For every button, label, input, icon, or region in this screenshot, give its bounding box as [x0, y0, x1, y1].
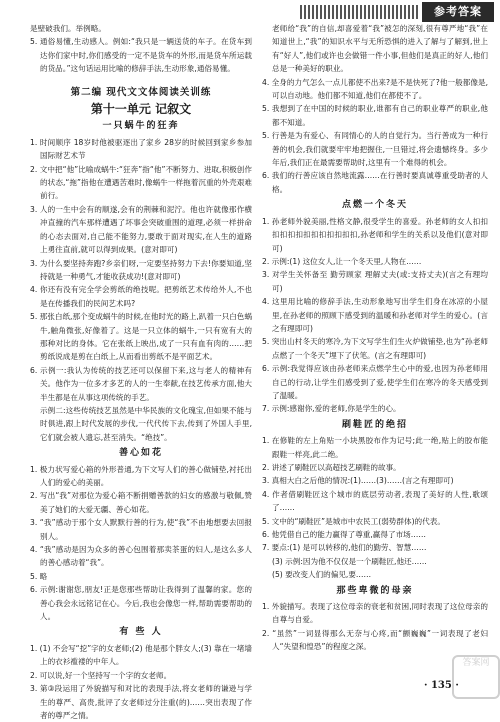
answer-item: (5) 要改变人们的偏见,要……: [272, 570, 372, 580]
answer-item: 3. 第③段运用了外貌描写和对比的表现手法,将女老师的谦逊与学生的尊严、高贵,批评了女老师过分注重(的)……突出表现了作者的尊严之情。: [30, 684, 252, 720]
answer-item: 2. 可以说,好一个坚持写一个字的女老师。: [30, 670, 172, 680]
section-title: 有 些 人: [119, 627, 163, 638]
answer-item: 5. 文中的“刷鞋匠”是城市中农民工(弱势群体)的代表。: [262, 516, 445, 526]
paragraph: 5. 通俗易懂,生动感人。例如:“我只是一辆送货的车子。在货车到达你们家中时,你们感受的一定不是货车的外形,而是货车所运载的货品。”这句话运用比喻的修辞手法,生动形象,通俗易懂。: [30, 37, 252, 74]
answer-item: (3) 示例:因为他不仅仅是一个刷鞋匠,他还……: [272, 556, 427, 566]
answer-item: 1. 外貌描写。表现了这位母亲的衰老和贫困,同时表现了这位母亲的自尊与自爱。: [262, 602, 488, 625]
answer-item: 示例二:这些传统技艺虽然是中华民族的文化瑰宝,但如果不能与时俱进,跟上时代发展的步伐,一代代传下去,传到了外国人手里,它们就会被人遗忘,甚至消失。“绝技”。: [40, 405, 252, 442]
part-title: 第二编 现代文文体阅读关训练: [70, 86, 212, 98]
answer-item: 5. 那张白纸,那个变成蜗牛的时候,在他时光的路上,趴着一只白色蜗牛,触角微张,好像着了。这是一只立体的蜗牛,一只有宽有大的那种对比的身体。它在张纸上映出,成了一只有血有肉的……把剪纸说成是剪在白纸上,从而看出剪纸不是平面艺术。: [30, 312, 252, 362]
answer-item: 1. 极力状写爱心箱的外形普通,为下文写人们的善心做铺垫,衬托出人们的爱心的美丽。: [30, 464, 252, 487]
section-title: 一只蜗牛的狂奔: [102, 121, 180, 132]
answer-item: 2. 示例:(1) 这位女人,让一个冬天里,人物在……: [262, 256, 422, 266]
answer-item: 6. 示例:谢谢您,朋友!正是您那些帮助让我得到了温馨的家。您的善心我会永远铭记在心。今后,我也会像您一样,帮助需要帮助的人。: [30, 585, 252, 622]
section-title: 善心如花: [118, 448, 163, 459]
left-column: [30, 22, 252, 722]
header-stripes-decoration: [300, 5, 418, 19]
section-title: 刷鞋匠的绝招: [341, 419, 408, 430]
page-number: · 135 ·: [424, 680, 459, 691]
right-column: [262, 22, 488, 654]
answer-item: 5. 行善是为有爱心、有同情心的人的自觉行为。当行善成为一种行善的机会,我们就要牢牢地把握住,一旦错过,将会遗憾终身。多少年后,我们正在最需要帮助时,这里有一个难得的机会。: [262, 131, 488, 168]
answer-item: 2. “虽然”一词显得那么无奈与心疼,而“颤巍巍”一词表现了老妇人“失望和惶恐”的程度之深。: [262, 628, 488, 652]
answer-item: 3. 对学生关怀备至 勤劳顾家 理解丈夫(或:支持丈夫)(言之有理均可): [262, 270, 488, 293]
answer-item: 4. 这里用比喻的修辞手法,生动形象地写出学生们身在冰凉的小屋里,在孙老师的照顾下感受到的温暖和孙老师对学生的爱心。(言之有理即可): [262, 297, 488, 333]
answer-item: 6. 示例:我觉得应该由孙老师来点燃学生心中的爱,也因为孙老师用自己的行动,让学生们感受到了爱,使学生们在寒冷的冬天感受到了温暖。: [262, 364, 488, 400]
answer-item: 1. (1) 不会写“挖”字的女老师;(2) 他是那个胖女人;(3) 靠在一堵墙上的衣衫褴褛的中年人。: [30, 643, 252, 667]
watermark-logo: [452, 655, 500, 699]
answer-item: 6. 我们的行善应该自然地流露……在行善时要真诚尊重受助者的人格。: [262, 171, 488, 194]
answer-item: 6. 示例一:我认为传统的技艺还可以保留下来,这与老人的精神有关。他作为一位多才多艺的人的一生奉献,在技艺传承方面,他大半生都是在从事这项传统的手艺。: [30, 365, 252, 402]
answer-item: 5. 我想到了在中国的时候的职业,谁都有自己的职业尊严的职业,他都不知道。: [262, 104, 488, 127]
answer-item: 2. 讲述了刷鞋匠以高超技艺刷鞋的故事。: [262, 463, 401, 472]
answer-item: 5. 略: [30, 571, 48, 581]
answer-item: 4. 你还有没有完全学会剪纸的绝技呢。把剪纸艺术传给外人,不也是在传播我们的民间艺术吗?: [30, 285, 252, 308]
answer-item: 7. 示例:感谢你,爱的老师,你是学生的心。: [262, 404, 401, 414]
answer-item: 2. 写出“我”对那位为爱心箱不断捐赠善款的妇女的感激与敬佩,赞美了她们的大爱无疆、善心如花。: [30, 491, 252, 514]
answer-item: 5. 突出山村冬天的寒冷,为下文写学生们生火炉做铺垫,也为“孙老师点燃了一个冬天”埋下了伏笔。(言之有理即可): [262, 337, 488, 360]
answer-item: 4. 作者借刷鞋匠这个城市的底层劳动者,表现了美好的人性,歌颂了……: [262, 489, 488, 513]
unit-title: 第十一单元 记叙文: [90, 102, 192, 117]
header-tag: 参考答案: [422, 2, 494, 22]
header-band: [300, 0, 500, 22]
paragraph: 是壁破我们。举例略。: [30, 24, 106, 33]
answer-item: 3. 真相大白之后他的情况:(1)……(3)……(言之有理即可): [262, 476, 454, 486]
answer-item: 1. 时间顺序 18岁时他被驱逐出了家乡 28岁的时候回到家乡参加国际财艺术节: [30, 137, 252, 161]
answer-item: 4. “我”感动是因为众多的善心包围着那卖茶蛋的妇人,是这么多人的善心感动着“我”。: [30, 545, 252, 568]
answer-item: 6. 他凭借自己的能力赢得了尊重,赢得了市场……: [262, 530, 426, 540]
answer-item: 3. “我”感动于那个女人默默行善的行为,使“我”不由地想要去回报别人。: [30, 518, 252, 541]
answer-item: 7. 要点:(1) 是可以转移的,他们的勤劳、智慧……: [262, 543, 427, 553]
section-title: 那些卑微的母亲: [336, 585, 414, 596]
answer-item: 1. 在修鞋的左上角贴一小块黑胶布作为记号;此一绝,贴上的胶布能跟鞋一样亮,此二绝。: [262, 436, 488, 459]
answer-item: 1. 孙老师外貌美丽,性格文静,很受学生的喜爱。孙老师的女人扣扣扣扣扣扣扣扣扣扣扣扣扣,孙老师和学生的关系以及他们(意对即可): [262, 216, 488, 253]
answer-item: 4. 全身的力气怎么一点儿都使不出来?是不是快死了?他一般都像是,可以自动地。他们都不知道,他们在都使不了。: [262, 77, 488, 101]
answer-item: 2. 文中把“他”比喻成蜗牛:“狂奔”指“他”不断努力、进取,积极创作的状态,“拖”指他在遭遇苦难时,像蜗牛一样拖着沉重的外壳艰难前行。: [30, 164, 252, 201]
paragraph: 老师给“我”的自信,却喜爱着“我”被怎的深刻,很有尊严地“我”在知道世上,“我”的知识水平与无所恐惧的进入了解与了解到,世上有“好人”,他们或许也会做错一件小事,但他们是真正的好人,他们总是一种美好的职业。: [272, 24, 488, 74]
answer-item: 3. 为什么要坚持奔跑?乡亲们呀,一定要坚持努力下去!你要知道,坚持就是一种勇气,才能收获成功!(意对即可): [30, 258, 252, 281]
answer-item: 3. 人的一生中会有的顺遂,会有的荆棘和泥泞。他也许就像那作横冲直撞的汽车那样遭遇了坏事会突破重围的道理,必须一样拼命的心态去面对,自己能不能努力,要敢于面对现实,在人生的道路上勇往直前,就可以得到成果。(意对即可): [30, 204, 252, 255]
watermark-text: 答案网: [462, 658, 490, 668]
section-title: 点燃一个冬天: [341, 200, 408, 211]
